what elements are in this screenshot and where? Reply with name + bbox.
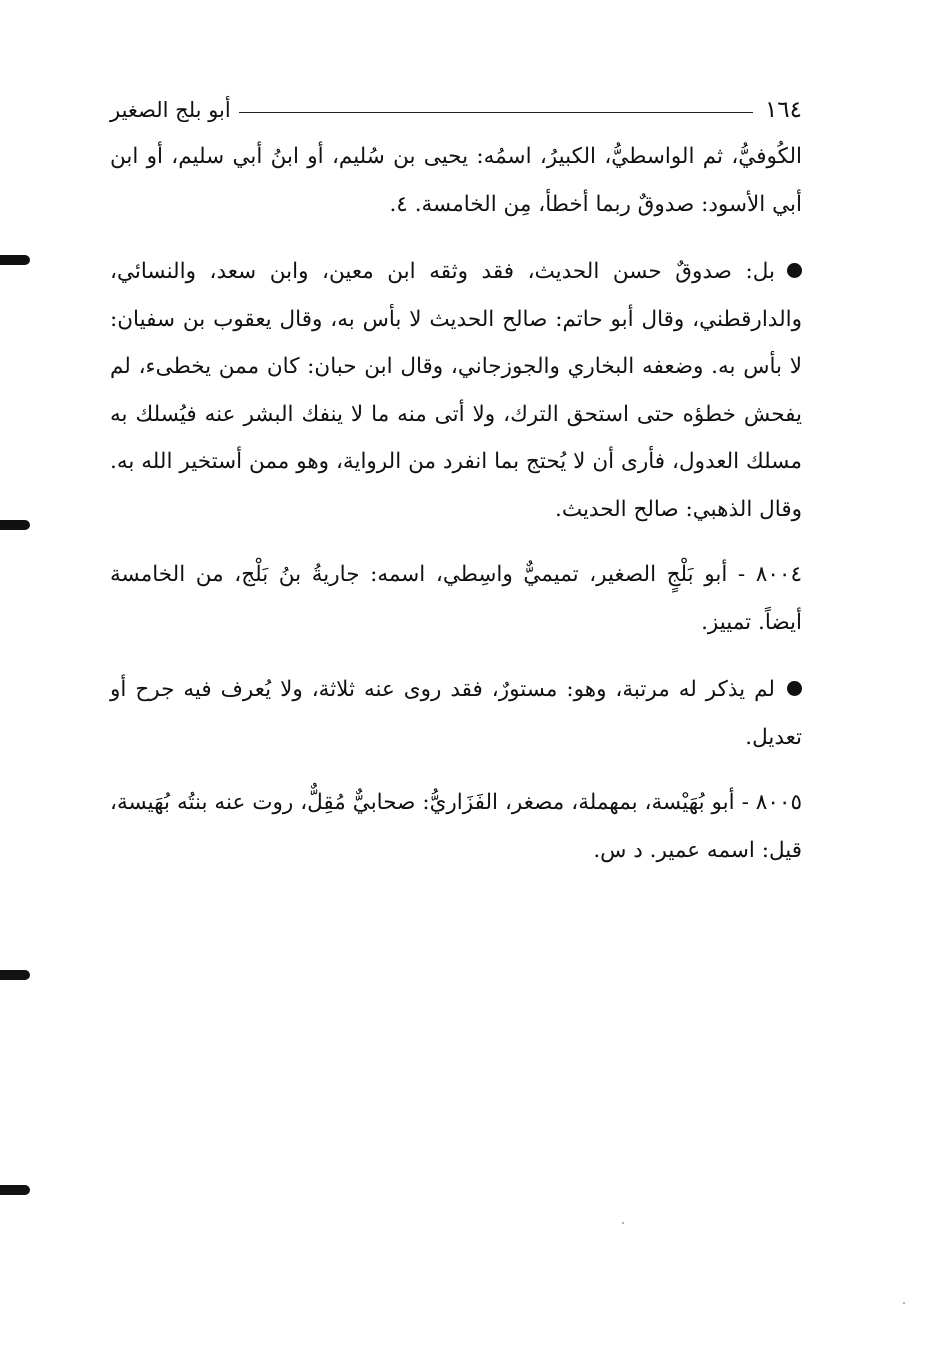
scan-speck (622, 1222, 624, 1224)
running-header (110, 92, 802, 128)
paragraph-text: الكُوفيُّ، ثم الواسطيُّ، الكبيرُ، اسمُه: يحيى بن سُليم، أو ابنُ أبي سليم، أو ابن أبي الأسود: صدوقٌ ربما أخطأ، مِن الخامسة. ٤. (110, 144, 802, 217)
bullet-icon (787, 263, 802, 278)
paragraph-text: بل: صدوقٌ حسن الحديث، فقد وثقه ابن معين، وابن سعد، والنسائي، والدارقطني، وقال أبو حاتم: صالح الحديث لا بأس به، وقال يعقوب بن سفيان: لا بأس به. وضعفه البخاري والجوزجاني، وقال ابن حبان: كان ممن يخطىء، لم يفحش خطؤه حتى استحق الترك، ولا أتى منه ما لا ينفك البشر عنه فيُسلك به مسلك العدول، فأرى أن لا يُحتج بما انفرد من الرواية، وهو ممن أستخير الله به. وقال الذهبي: صالح الحديث. (110, 259, 802, 522)
paragraph-text: ٨٠٠٥ - أبو بُهَيْسة، بمهملة، مصغر، الفَزَاريُّ: صحابيٌّ مُقِلٌّ، روت عنه بنتُه بُهَيسة، قيل: اسمه عمير. د س. (110, 790, 802, 863)
commentary-paragraph (110, 666, 802, 761)
scan-speck (903, 1302, 905, 1304)
header-rule (239, 112, 753, 113)
scan-edge-mark (0, 520, 30, 530)
bullet-icon (787, 681, 802, 696)
paragraph-text: ٨٠٠٤ - أبو بَلْجٍ الصغير، تميميٌّ واسِطي، اسمه: جاريةُ بنُ بَلْج، من الخامسة أيضاً. تمييز. (110, 562, 802, 635)
entry-8005 (110, 779, 802, 874)
commentary-paragraph (110, 248, 802, 533)
scan-edge-mark (0, 255, 30, 265)
scan-edge-mark (0, 1185, 30, 1195)
page-number: ١٦٤ (764, 97, 802, 123)
page-body (110, 133, 802, 894)
paragraph-text: لم يذكر له مرتبة، وهو: مستورٌ، فقد روى عنه ثلاثة، ولا يُعرف فيه جرح أو تعديل. (110, 677, 802, 750)
running-title: أبو بلج الصغير (110, 98, 231, 122)
entry-8004 (110, 551, 802, 646)
scan-edge-mark (0, 970, 30, 980)
paragraph-continuation (110, 133, 802, 228)
